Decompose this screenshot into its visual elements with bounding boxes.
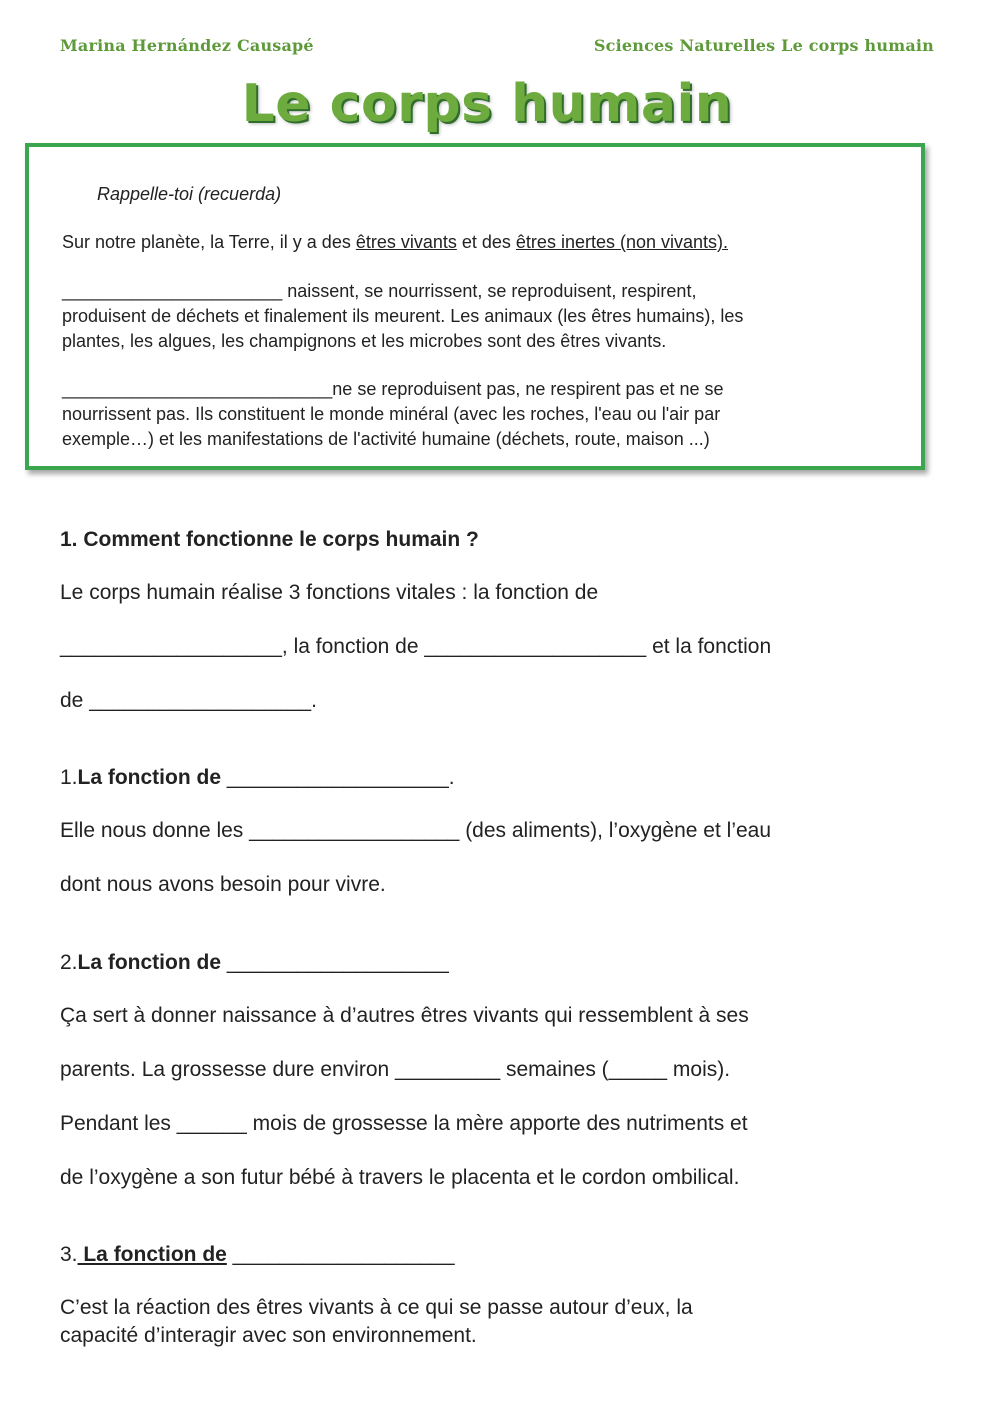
reminder-living-paragraph — [62, 279, 882, 354]
function1-label: La fonction de — [77, 766, 222, 789]
reminder-box — [25, 143, 925, 470]
function1-line-1: Elle nous donne les __________________ (des aliments), l’oxygène et l’eau — [60, 819, 772, 842]
reminder-living-line-3: plantes, les algues, les champignons et les microbes sont des êtres vivants. — [62, 331, 667, 351]
reminder-living-line-2: produisent de déchets et finalement ils meurent. Les animaux (les êtres humains), les — [62, 306, 744, 326]
function2-line-2: parents. La grossesse dure environ _________ semaines (_____ mois). — [60, 1058, 731, 1081]
section1-line-2: ___________________, la fonction de ___________________ et la fonction — [60, 635, 772, 658]
reminder-title: Rappelle-toi (recuerda) — [97, 184, 282, 204]
header-subject: Sciences Naturelles Le corps humain — [593, 36, 934, 55]
reminder-living-line-1: ______________________ naissent, se nourrissent, se reproduisent, respirent, — [62, 281, 697, 301]
function2-line-1: Ça sert à donner naissance à d’autres êtres vivants qui ressemblent à ses — [60, 1004, 749, 1027]
reminder-inert-line-3: exemple…) et les manifestations de l'activité humaine (déchets, route, maison ...) — [62, 429, 710, 449]
function2-line-4: de l’oxygène a son futur bébé à travers le placenta et le cordon ombilical. — [60, 1166, 740, 1189]
reminder-intro-prefix: Sur notre planète, la Terre, il y a des — [62, 232, 356, 252]
term-living: êtres vivants — [355, 232, 457, 252]
function2-line-3: Pendant les ______ mois de grossesse la mère apporte des nutriments et — [60, 1112, 748, 1135]
function1-line-2: dont nous avons besoin pour vivre. — [60, 873, 386, 896]
reminder-inert-line-2: nourrissent pas. Ils constituent le monde minéral (avec les roches, l'eau ou l'air par — [62, 404, 721, 424]
page-title: Le corps humain — [241, 74, 733, 134]
section1-line-1: Le corps humain réalise 3 fonctions vitales : la fonction de — [60, 581, 599, 604]
function3-blank: ___________________ — [226, 1243, 455, 1266]
function3-line-1: C’est la réaction des êtres vivants à ce qui se passe autour d’eux, la — [60, 1296, 693, 1319]
function3-heading — [60, 1243, 455, 1267]
reminder-intro — [62, 230, 882, 255]
function3-number: 3. — [60, 1243, 78, 1266]
function3-label: La fonction de — [77, 1243, 227, 1266]
function1-heading — [60, 766, 455, 790]
header-author: Marina Hernández Causapé — [60, 36, 314, 55]
reminder-inert-paragraph — [62, 377, 882, 452]
section1-line-3: de ___________________. — [60, 689, 317, 712]
function1-blank: ___________________. — [221, 766, 455, 789]
term-inert: êtres inertes (non vivants). — [515, 232, 729, 252]
function3-line-2: capacité d’interagir avec son environnement. — [60, 1324, 477, 1347]
reminder-intro-mid: et des — [456, 232, 516, 252]
function2-blank: ___________________ — [221, 951, 449, 974]
function2-label: La fonction de — [77, 951, 222, 974]
function2-number: 2. — [60, 951, 78, 974]
function1-number: 1. — [60, 766, 78, 789]
section1-heading: 1. Comment fonctionne le corps humain ? — [60, 528, 479, 551]
function2-heading — [60, 951, 449, 975]
reminder-inert-line-1: ___________________________ne se reproduisent pas, ne respirent pas et ne se — [62, 379, 724, 399]
